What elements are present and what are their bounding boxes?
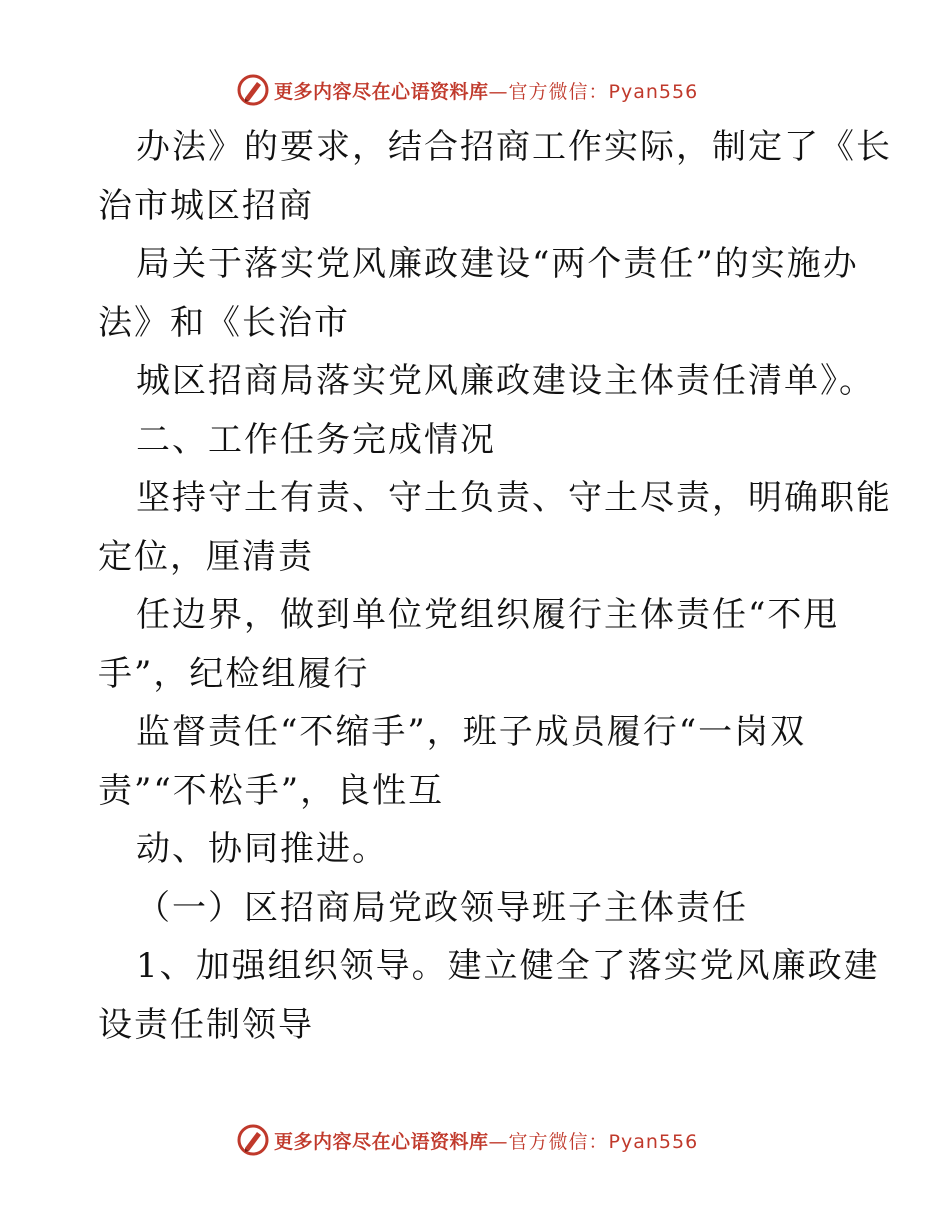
- pen-circle-icon: [236, 73, 270, 107]
- body-line: 1、加强组织领导。建立健全了落实党风廉政建: [136, 946, 880, 986]
- footer-banner-text: 更多内容尽在心语资料库: [274, 1130, 489, 1153]
- section-heading: 二、工作任务完成情况: [136, 419, 496, 460]
- body-line: 坚持守土有责、守土负责、守土尽责，明确职能: [136, 478, 892, 518]
- header-banner-wechat: —官方微信：Pyan556: [488, 80, 699, 103]
- subsection-heading: （一）区招商局党政领导班子主体责任: [136, 887, 748, 928]
- header-banner-text: 更多内容尽在心语资料库: [274, 80, 489, 103]
- footer-banner: [236, 1122, 698, 1158]
- body-line: 局关于落实党风廉政建设“两个责任”的实施办: [136, 244, 859, 284]
- body-line: 法》和《长治市: [98, 302, 350, 343]
- body-line: 设责任制领导: [98, 1004, 314, 1045]
- body-line: 办法》的要求，结合招商工作实际，制定了《长: [136, 127, 892, 167]
- document-body: [98, 118, 892, 1054]
- body-line: 责”“不松手”，良性互: [98, 770, 445, 811]
- pen-circle-icon: [236, 1123, 270, 1157]
- body-line: 任边界，做到单位党组织履行主体责任“不甩: [136, 595, 840, 635]
- body-line: 定位，厘清责: [98, 536, 314, 577]
- body-line: 监督责任“不缩手”，班子成员履行“一岗双: [136, 712, 807, 752]
- body-line: 手”，纪检组履行: [98, 653, 370, 694]
- footer-banner-wechat: —官方微信：Pyan556: [488, 1130, 699, 1153]
- body-line: 治市城区招商: [98, 185, 314, 226]
- header-banner: [236, 72, 698, 108]
- body-line: 城区招商局落实党风廉政建设主体责任清单》。: [136, 361, 875, 401]
- body-line: 动、协同推进。: [136, 829, 388, 869]
